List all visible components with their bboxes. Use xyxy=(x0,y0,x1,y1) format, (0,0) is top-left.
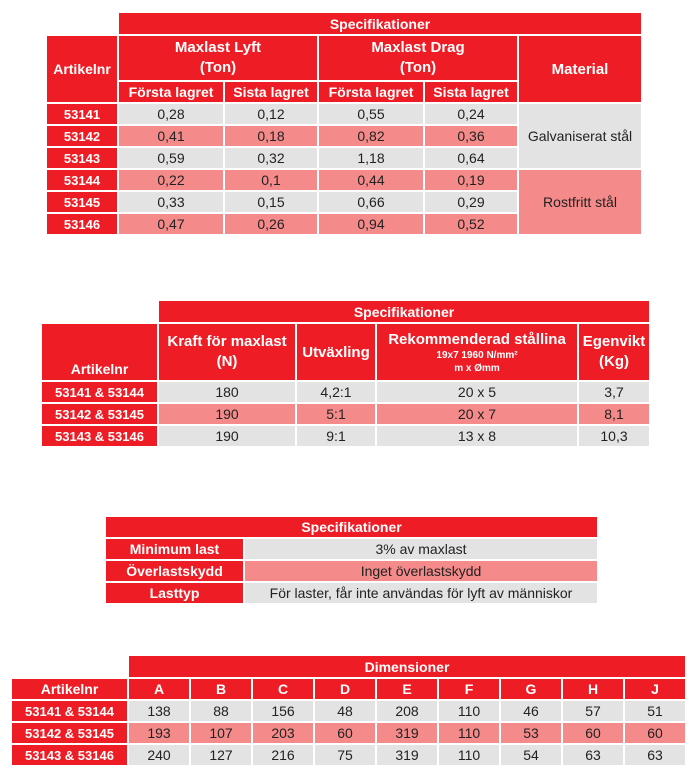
col-a-header: A xyxy=(129,679,189,699)
col-h-header: H xyxy=(563,679,623,699)
dimensioner-table xyxy=(10,654,687,767)
table-row xyxy=(12,723,685,743)
egenvikt-header xyxy=(579,324,649,380)
lyft-forsta-header: Första lagret xyxy=(119,82,223,102)
drag-forsta-cell: 1,18 xyxy=(319,148,423,168)
stallina-title: Rekommenderad stållina xyxy=(388,330,566,348)
dim-e-cell: 208 xyxy=(377,701,437,721)
dim-j-cell: 60 xyxy=(625,723,685,743)
col-g-header: G xyxy=(501,679,561,699)
drag-sista-cell: 0,36 xyxy=(425,126,517,146)
table-row xyxy=(106,561,597,581)
drag-sista-cell: 0,64 xyxy=(425,148,517,168)
dim-e-cell: 319 xyxy=(377,745,437,765)
minimum-last-label: Minimum last xyxy=(106,539,243,559)
utvaxling-header: Utväxling xyxy=(297,324,375,380)
lyft-sista-cell: 0,18 xyxy=(225,126,317,146)
artikelnr-header: Artikelnr xyxy=(12,679,127,699)
artikelnr-cell: 53146 xyxy=(47,214,117,234)
drag-forsta-cell: 0,44 xyxy=(319,170,423,190)
dim-j-cell: 51 xyxy=(625,701,685,721)
specifikationer-header: Specifikationer xyxy=(159,301,649,322)
artikelnr-cell: 53145 xyxy=(47,192,117,212)
lyft-forsta-cell: 0,22 xyxy=(119,170,223,190)
maxlast-lyft-header xyxy=(119,36,317,80)
kraft-cell: 180 xyxy=(159,382,295,402)
dim-g-cell: 53 xyxy=(501,723,561,743)
dim-e-cell: 319 xyxy=(377,723,437,743)
drag-forsta-cell: 0,94 xyxy=(319,214,423,234)
artikelnr-header: Artikelnr xyxy=(47,36,117,102)
col-e-header: E xyxy=(377,679,437,699)
specifikationer-header: Specifikationer xyxy=(106,517,597,537)
drag-forsta-cell: 0,82 xyxy=(319,126,423,146)
col-d-header: D xyxy=(315,679,375,699)
dim-j-cell: 63 xyxy=(625,745,685,765)
egenvikt-unit: (Kg) xyxy=(599,353,629,370)
artikelnr-cell: 53143 & 53146 xyxy=(12,745,127,765)
table-row xyxy=(42,382,649,402)
stallina-header xyxy=(377,324,577,380)
kraft-cell: 190 xyxy=(159,404,295,424)
dim-h-cell: 60 xyxy=(563,723,623,743)
drag-forsta-cell: 0,55 xyxy=(319,104,423,124)
kraft-unit: (N) xyxy=(216,353,238,370)
col-b-header: B xyxy=(191,679,251,699)
artikelnr-cell: 53141 xyxy=(47,104,117,124)
lyft-sista-cell: 0,12 xyxy=(225,104,317,124)
table-row xyxy=(47,170,641,190)
minimum-last-value: 3% av maxlast xyxy=(245,539,597,559)
table-row xyxy=(106,539,597,559)
artikelnr-cell: 53142 & 53145 xyxy=(12,723,127,743)
table-row xyxy=(12,745,685,765)
kraft-table xyxy=(40,299,651,448)
artikelnr-header: Artikelnr xyxy=(42,324,157,380)
lyft-sista-cell: 0,26 xyxy=(225,214,317,234)
dim-d-cell: 75 xyxy=(315,745,375,765)
artikelnr-cell: 53143 & 53146 xyxy=(42,426,157,446)
maxlast-drag-title: Maxlast Drag xyxy=(371,39,465,56)
overlastskydd-value: Inget överlastskydd xyxy=(245,561,597,581)
artikelnr-cell: 53141 & 53144 xyxy=(12,701,127,721)
col-f-header: F xyxy=(439,679,499,699)
table-row xyxy=(12,701,685,721)
lyft-sista-cell: 0,32 xyxy=(225,148,317,168)
kraft-cell: 190 xyxy=(159,426,295,446)
dim-d-cell: 48 xyxy=(315,701,375,721)
lyft-forsta-cell: 0,33 xyxy=(119,192,223,212)
lyft-forsta-cell: 0,41 xyxy=(119,126,223,146)
maxlast-drag-header xyxy=(319,36,517,80)
table-row xyxy=(47,104,641,124)
maxlast-lyft-unit: (Ton) xyxy=(199,59,237,76)
col-c-header: C xyxy=(253,679,313,699)
artikelnr-cell: 53143 xyxy=(47,148,117,168)
table-row xyxy=(106,583,597,603)
utvaxling-cell: 5:1 xyxy=(297,404,375,424)
stallina-spec: 19x7 1960 N/mm² xyxy=(436,349,518,361)
dim-b-cell: 88 xyxy=(191,701,251,721)
dim-b-cell: 107 xyxy=(191,723,251,743)
drag-sista-header: Sista lagret xyxy=(425,82,517,102)
lyft-sista-cell: 0,1 xyxy=(225,170,317,190)
stallina-cell: 13 x 8 xyxy=(377,426,577,446)
artikelnr-cell: 53142 xyxy=(47,126,117,146)
utvaxling-cell: 9:1 xyxy=(297,426,375,446)
dim-c-cell: 216 xyxy=(253,745,313,765)
material-cell: Rostfritt stål xyxy=(519,170,641,234)
material-header: Material xyxy=(519,36,641,102)
dim-a-cell: 193 xyxy=(129,723,189,743)
dim-f-cell: 110 xyxy=(439,723,499,743)
utvaxling-cell: 4,2:1 xyxy=(297,382,375,402)
egenvikt-title: Egenvikt xyxy=(582,333,646,350)
stallina-unit: m x Ømm xyxy=(454,362,500,374)
dim-a-cell: 240 xyxy=(129,745,189,765)
material-cell: Galvaniserat stål xyxy=(519,104,641,168)
dim-f-cell: 110 xyxy=(439,745,499,765)
dim-f-cell: 110 xyxy=(439,701,499,721)
lyft-forsta-cell: 0,28 xyxy=(119,104,223,124)
dim-h-cell: 63 xyxy=(563,745,623,765)
table-row xyxy=(42,426,649,446)
artikelnr-cell: 53141 & 53144 xyxy=(42,382,157,402)
specifikationer-header: Specifikationer xyxy=(119,13,641,34)
table-row xyxy=(42,404,649,424)
dim-c-cell: 203 xyxy=(253,723,313,743)
egenvikt-cell: 8,1 xyxy=(579,404,649,424)
lasttyp-label: Lasttyp xyxy=(106,583,243,603)
kraft-title: Kraft för maxlast xyxy=(167,333,287,350)
stallina-cell: 20 x 7 xyxy=(377,404,577,424)
lyft-forsta-cell: 0,47 xyxy=(119,214,223,234)
dimensioner-header: Dimensioner xyxy=(129,656,685,677)
drag-sista-cell: 0,24 xyxy=(425,104,517,124)
maxlast-table xyxy=(45,11,643,236)
drag-sista-cell: 0,52 xyxy=(425,214,517,234)
egenvikt-cell: 3,7 xyxy=(579,382,649,402)
stallina-cell: 20 x 5 xyxy=(377,382,577,402)
dim-g-cell: 54 xyxy=(501,745,561,765)
dim-b-cell: 127 xyxy=(191,745,251,765)
artikelnr-cell: 53142 & 53145 xyxy=(42,404,157,424)
artikelnr-cell: 53144 xyxy=(47,170,117,190)
drag-sista-cell: 0,29 xyxy=(425,192,517,212)
drag-sista-cell: 0,19 xyxy=(425,170,517,190)
col-j-header: J xyxy=(625,679,685,699)
maxlast-drag-unit: (Ton) xyxy=(399,59,437,76)
egenvikt-cell: 10,3 xyxy=(579,426,649,446)
lasttyp-value: För laster, får inte användas för lyft av människor xyxy=(245,583,597,603)
last-table xyxy=(104,515,599,605)
lyft-forsta-cell: 0,59 xyxy=(119,148,223,168)
kraft-header xyxy=(159,324,295,380)
drag-forsta-header: Första lagret xyxy=(319,82,423,102)
overlastskydd-label: Överlastskydd xyxy=(106,561,243,581)
dim-h-cell: 57 xyxy=(563,701,623,721)
dim-c-cell: 156 xyxy=(253,701,313,721)
dim-g-cell: 46 xyxy=(501,701,561,721)
drag-forsta-cell: 0,66 xyxy=(319,192,423,212)
lyft-sista-cell: 0,15 xyxy=(225,192,317,212)
maxlast-lyft-title: Maxlast Lyft xyxy=(174,39,262,56)
dim-a-cell: 138 xyxy=(129,701,189,721)
dim-d-cell: 60 xyxy=(315,723,375,743)
lyft-sista-header: Sista lagret xyxy=(225,82,317,102)
